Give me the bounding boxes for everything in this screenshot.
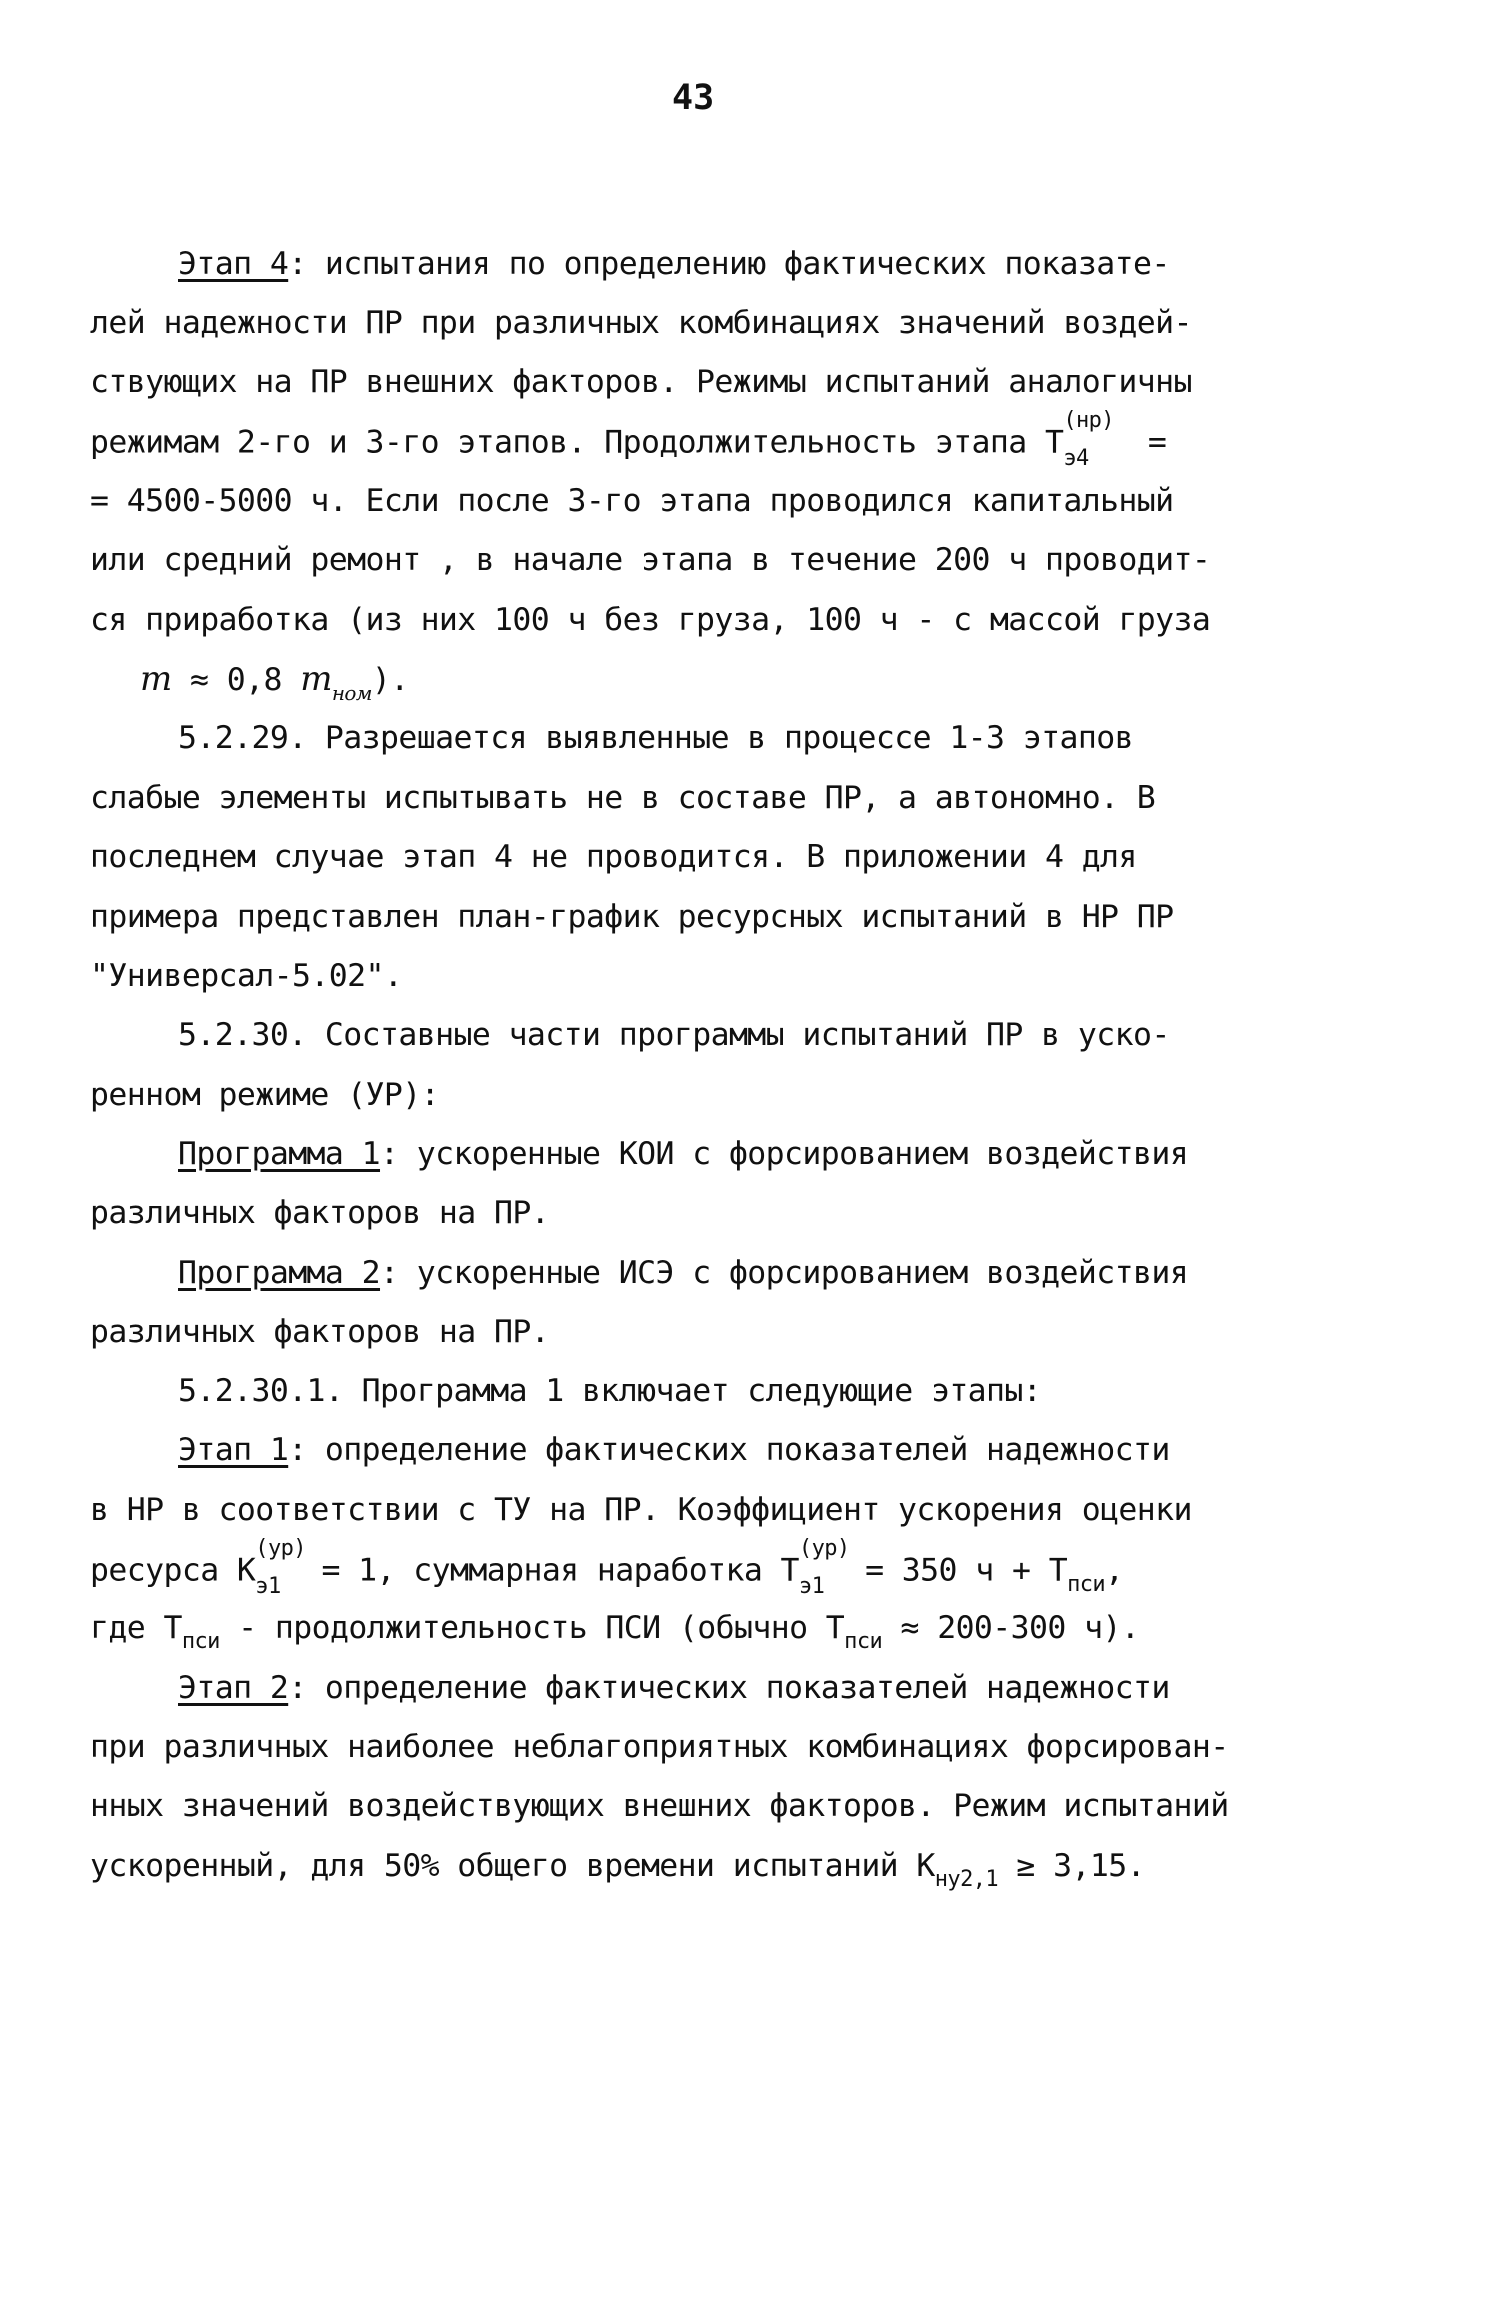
stage4-line-3: ствующих на ПР внешних факторов. Режимы испытаний аналогичны (90, 364, 1192, 400)
stage4-line-5: = 4500-5000 ч. Если после 3-го этапа проводился капитальный (90, 483, 1174, 519)
prog1-label: Программа 1 (178, 1136, 381, 1172)
p529-line-3: последнем случае этап 4 не проводится. В приложении 4 для (90, 839, 1137, 875)
stage2-label: Этап 2 (178, 1670, 289, 1706)
stage4-line-2: лей надежности ПР при различных комбинациях значений воздей- (90, 305, 1192, 341)
p530-line-1: 5.2.30. Составные части программы испытаний ПР в уско- (178, 1017, 1170, 1053)
prog1-line-1: Программа 1: ускоренные КОИ с форсированием воздействия (178, 1136, 1189, 1172)
p5301-line-1: 5.2.30.1. Программа 1 включает следующие этапы: (178, 1373, 1042, 1409)
stage4-line-1: Этап 4: испытания по определению фактических показате- (178, 246, 1170, 282)
k-e1-index: (ур) э1 (255, 1536, 306, 1599)
handwritten-nominal-mass: m (300, 659, 332, 699)
stage2-line-4: ускоренный, для 50% общего времени испытаний $К_{ну2,1} \ge 3,15$. (90, 1848, 1145, 1892)
stage2-line-1: Этап 2: определение фактических показателей надежности (178, 1670, 1170, 1706)
stage2-line-3: нных значений воздействующих внешних факторов. Режим испытаний (90, 1788, 1229, 1824)
stage1-line-2: в НР в соответствии с ТУ на ПР. Коэффициент ускорения оценки (90, 1492, 1192, 1528)
p529-line-1: 5.2.29. Разрешается выявленные в процессе 1-3 этапов (178, 720, 1133, 756)
prog2-label: Программа 2 (178, 1255, 381, 1291)
p529-line-4: примера представлен план-график ресурсных испытаний в НР ПР (90, 899, 1174, 935)
stage1-line-3: ресурса К (ур) э1 = 1, суммарная наработка Т (ур) э1 = 350 $ч + Т_{пси}$, (90, 1536, 1124, 1599)
stage4-line-8: m ≈ 0,8 $m_{ном}$). (140, 659, 409, 705)
stage4-line-4: режимам 2-го и 3-го этапов. Продолжительность этапа Т (нр) э4 = (90, 408, 1167, 471)
stage2-line-2: при различных наиболее неблагоприятных комбинациях форсирован- (90, 1729, 1229, 1765)
prog2-line-2: различных факторов на ПР. (90, 1314, 550, 1350)
page-number: 43 (672, 78, 715, 118)
prog2-line-1: Программа 2: ускоренные ИСЭ с форсированием воздействия (178, 1255, 1189, 1291)
stage4-line-7: ся приработка (из них 100 ч без груза, 100 ч - с массой груза (90, 602, 1211, 638)
p529-line-2: слабые элементы испытывать не в составе ПР, а автономно. В (90, 780, 1156, 816)
p529-line-5: "Универсал-5.02". (90, 958, 403, 994)
prog1-line-2: различных факторов на ПР. (90, 1195, 550, 1231)
handwritten-mass: m (140, 659, 172, 699)
stage4-line-6: или средний ремонт , в начале этапа в течение 200 ч проводит- (90, 542, 1211, 578)
stage1-label: Этап 1 (178, 1432, 289, 1468)
stage4-label: Этап 4 (178, 246, 289, 282)
stage1-line-4: где $Т_{пси}$ - продолжительность ПСИ (обычно $Т_{пси} \approx 200-300$ ч). (90, 1610, 1140, 1654)
t-e4-index: (нр) э4 (1063, 408, 1114, 471)
t-e1-index: (ур) э1 (798, 1536, 850, 1599)
stage1-line-1: Этап 1: определение фактических показателей надежности (178, 1432, 1170, 1468)
p530-line-2: ренном режиме (УР): (90, 1077, 439, 1113)
